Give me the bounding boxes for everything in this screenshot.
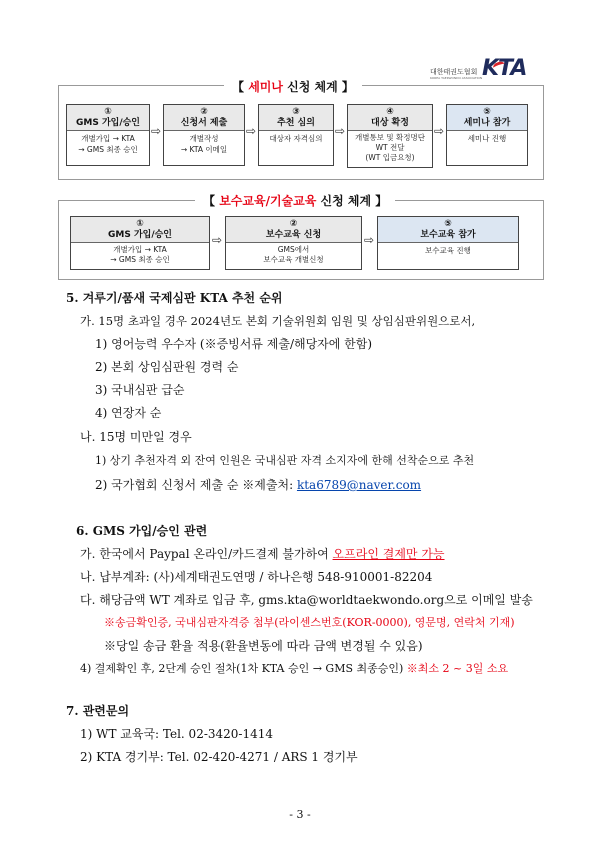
arrow-icon: ⇨ bbox=[246, 124, 257, 138]
email-link[interactable]: kta6789@naver.com bbox=[296, 478, 422, 492]
refresher-step-1: ① GMS 가입/승인 개별가입 → KTA → GMS 최종 승인 bbox=[70, 216, 210, 270]
kta-logo bbox=[430, 58, 530, 86]
arrow-icon: ⇨ bbox=[151, 124, 162, 138]
refresher-title: 【 보수교육/기술교육 신청 체계 】 bbox=[195, 192, 395, 209]
arrow-icon: ⇨ bbox=[364, 233, 375, 247]
offline-payment-notice: 오프라인 결제만 가능 bbox=[332, 547, 445, 561]
section5-ga: 가. 15명 초과일 경우 2024년도 본회 기술위원회 임원 및 상임심판위원으로서, bbox=[80, 314, 476, 328]
refresher-step-2: ② 보수교육 신청 GMS에서 보수교육 개별신청 bbox=[225, 216, 362, 270]
section5-ga-item-2: 2) 본회 상임심판원 경력 순 bbox=[95, 360, 239, 374]
section5-title: 5. 겨루기/품새 국제심판 KTA 추천 순위 bbox=[66, 291, 283, 305]
seminar-step-3: ③ 추천 심의 대상자 자격심의 bbox=[258, 104, 334, 166]
seminar-step-5: ⑤ 세미나 참가 세미나 진행 bbox=[446, 104, 528, 166]
seminar-step-4: ④ 대상 확정 개별통보 및 확정명단 WT 전달 (WT 입금요청) bbox=[347, 104, 433, 168]
section7-item-1: 1) WT 교육국: Tel. 02-3420-1414 bbox=[80, 727, 274, 741]
section6-ga: 가. 한국에서 Paypal 온라인/카드결제 불가하여 오프라인 결제만 가능 bbox=[80, 547, 445, 561]
logo-org-name: 대한태권도협회 bbox=[430, 68, 478, 76]
logo-org-sub: KOREA TAEKWONDO ASSOCIATION bbox=[430, 76, 483, 80]
section6-note-2: ※당일 송금 환율 적용(환율변동에 따라 금액 변경될 수 있음) bbox=[104, 639, 423, 653]
section6-item-4: 4) 결제확인 후, 2단계 승인 절차(1차 KTA 승인 → GMS 최종승인) ※최소 2 ~ 3일 소요 bbox=[80, 662, 509, 675]
seminar-step-1: ① GMS 가입/승인 개별가입 → KTA → GMS 최종 승인 bbox=[66, 104, 150, 166]
section6-da: 다. 해당금액 WT 계좌로 입금 후, gms.kta@worldtaekwondo.org으로 이메일 발송 bbox=[80, 593, 533, 607]
section7-item-2: 2) KTA 경기부: Tel. 02-420-4271 / ARS 1 경기부 bbox=[80, 750, 358, 764]
refresher-step-3: ⑤ 보수교육 참가 보수교육 진행 bbox=[377, 216, 519, 270]
section6-title: 6. GMS 가입/승인 관련 bbox=[76, 524, 208, 538]
section5-na-item-2: 2) 국가협회 신청서 제출 순 ※제출처: kta6789@naver.com bbox=[95, 478, 422, 492]
arrow-icon: ⇨ bbox=[335, 124, 346, 138]
seminar-step-2: ② 신청서 제출 개별작성 → KTA 이메일 bbox=[163, 104, 245, 166]
logo-mark: KTA bbox=[482, 56, 527, 81]
section5-ga-item-1: 1) 영어능력 우수자 (※증빙서류 제출/해당자에 한함) bbox=[95, 337, 373, 351]
section5-ga-item-4: 4) 연장자 순 bbox=[95, 406, 162, 420]
section5-ga-item-3: 3) 국내심판 급순 bbox=[95, 383, 185, 397]
section5-na: 나. 15명 미만일 경우 bbox=[80, 430, 192, 444]
section6-na: 나. 납부계좌: (사)세계태권도연맹 / 하나은행 548-910001-82204 bbox=[80, 570, 433, 584]
section7-title: 7. 관련문의 bbox=[66, 704, 130, 718]
section6-note-1: ※송금확인증, 국내심판자격증 첨부(라이센스번호(KOR-0000), 영문명, 연락처 기재) bbox=[104, 616, 515, 629]
page-number: - 3 - bbox=[289, 808, 311, 821]
arrow-icon: ⇨ bbox=[434, 124, 445, 138]
arrow-icon: ⇨ bbox=[212, 233, 223, 247]
seminar-title: 【 세미나 신청 체계 】 bbox=[224, 78, 362, 95]
section5-na-item-1: 1) 상기 추천자격 외 잔여 인원은 국내심판 자격 소지자에 한해 선착순으로 추천 bbox=[95, 454, 475, 467]
